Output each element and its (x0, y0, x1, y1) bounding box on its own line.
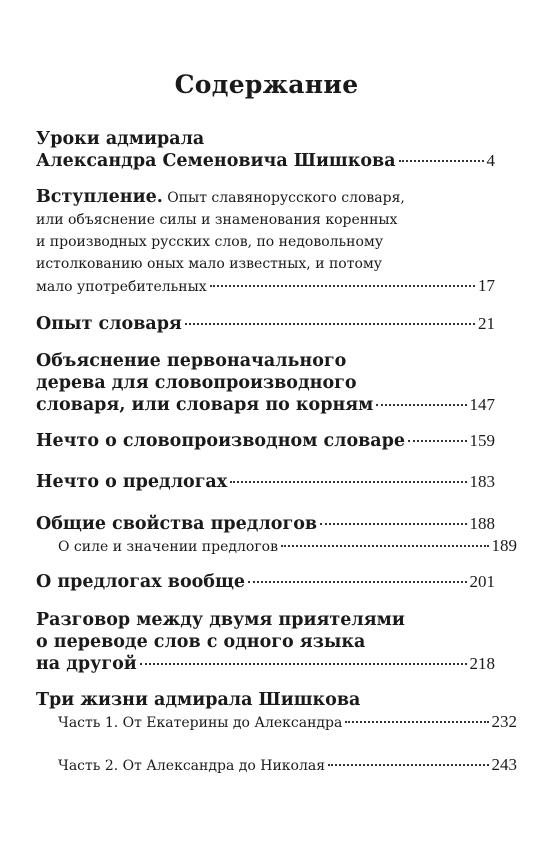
toc-entry-line: Александра Семеновича Шишкова (36, 151, 396, 171)
toc-entry[interactable] (36, 128, 495, 172)
toc-entry-line: Объяснение первоначального (36, 351, 347, 371)
toc-entry-line: Опыт словаря (36, 314, 182, 334)
toc-entry-line: о переводе слов с одного языка (36, 632, 366, 652)
page-number: 21 (478, 314, 495, 333)
toc-entry-description: и производных русских слов, по недовольному (36, 234, 384, 250)
toc-subentry[interactable] (36, 754, 517, 777)
toc-entry-line: Нечто о словопроизводном словаре (36, 431, 406, 451)
dot-leader (210, 285, 475, 287)
page-number: 4 (486, 151, 495, 170)
dot-leader (399, 160, 484, 162)
page-number: 159 (469, 431, 495, 450)
toc-subentry-label: О силе и значении предлогов (58, 539, 278, 555)
page-number: 201 (469, 572, 495, 591)
toc-entry-line: дерева для словопроизводного (36, 373, 357, 393)
toc-entry-description: Опыт славянорусского словаря, (167, 190, 405, 206)
toc-subentry-label: Часть 2. От Александра до Николая (58, 758, 326, 774)
toc-entry-line: словаря, или словаря по корням (36, 395, 374, 415)
dot-leader (185, 323, 475, 325)
dot-leader (345, 721, 488, 723)
toc-entry[interactable] (36, 350, 495, 416)
page-number: 243 (491, 755, 517, 774)
dot-leader (320, 523, 466, 525)
toc-entry-line: Уроки адмирала (36, 129, 205, 149)
dot-leader (140, 663, 467, 665)
toc-entry-line: Общие свойства предлогов (36, 514, 318, 534)
page-number: 188 (469, 514, 495, 533)
toc-entry[interactable] (36, 313, 495, 335)
toc-entry-line: Нечто о предлогах (36, 472, 228, 492)
page-number: 17 (478, 276, 495, 295)
toc-entry-description: истолкованию оных мало известных, и потому (36, 256, 383, 272)
toc-entry-line: Три жизни адмирала Шишкова (36, 690, 361, 710)
page-number: 183 (469, 472, 495, 491)
dot-leader (408, 440, 466, 442)
toc-entry-line: на другой (36, 654, 137, 674)
page-title: Содержание (174, 70, 359, 99)
dot-leader (248, 581, 466, 583)
toc-entry[interactable] (36, 186, 495, 298)
toc-entry-line: Разговор между двумя приятелями (36, 610, 405, 630)
page-number: 232 (491, 712, 517, 731)
toc-entry-description: мало употребительных (36, 279, 207, 295)
page-number: 189 (491, 536, 517, 555)
toc-entry-heading: Вступление. (36, 187, 163, 207)
toc-subentry[interactable] (36, 535, 517, 558)
toc-entry[interactable] (36, 513, 495, 535)
toc-entry[interactable] (36, 430, 495, 452)
page-number: 218 (469, 654, 495, 673)
toc-entry[interactable] (36, 689, 495, 711)
toc-subentry[interactable] (36, 711, 517, 734)
dot-leader (376, 404, 466, 406)
toc-entry[interactable] (36, 609, 495, 675)
dot-leader (328, 764, 488, 766)
toc-entry[interactable] (36, 471, 495, 493)
toc-entry-description: или объяснение силы и знаменования коренных (36, 212, 398, 228)
toc-subentry-label: Часть 1. От Екатерины до Александра (58, 715, 343, 731)
page-number: 147 (469, 395, 495, 414)
dot-leader (281, 545, 489, 547)
dot-leader (230, 481, 466, 483)
toc-entry-line: О предлогах вообще (36, 572, 246, 592)
toc-entry[interactable] (36, 571, 495, 593)
